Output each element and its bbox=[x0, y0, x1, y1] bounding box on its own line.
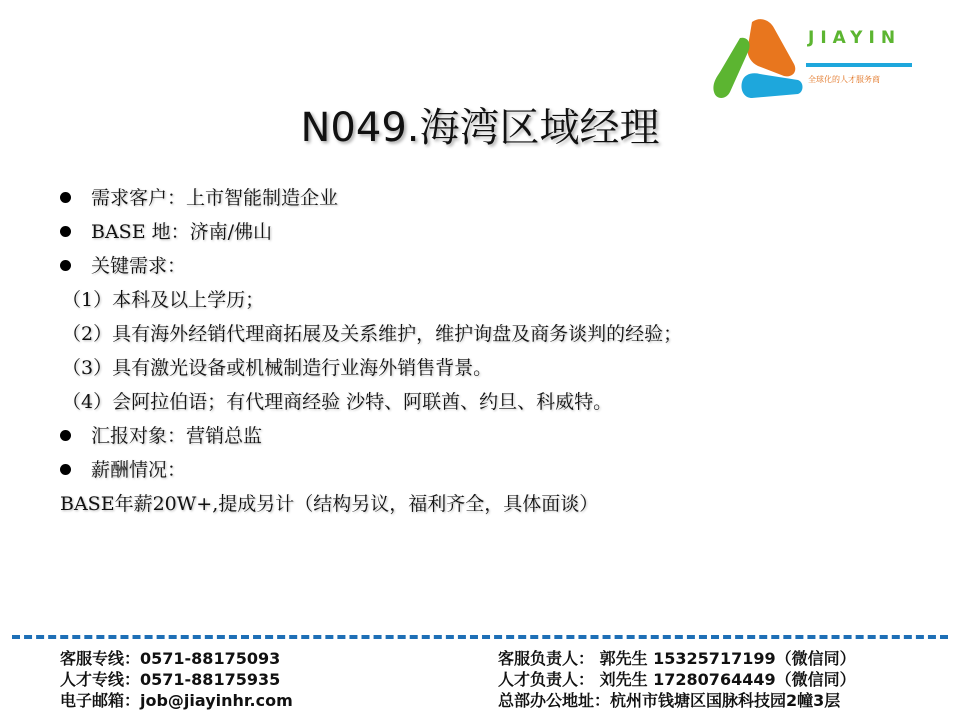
footer-contact-people bbox=[498, 648, 856, 711]
detail-base bbox=[60, 215, 940, 249]
logo-blue-shape bbox=[741, 73, 802, 98]
bullet-icon bbox=[60, 192, 71, 203]
job-details bbox=[60, 181, 940, 521]
requirements-heading: 关键需求： bbox=[91, 255, 187, 277]
logo-slogan: 全球化的人才服务商 bbox=[808, 75, 880, 84]
logo-underline bbox=[806, 63, 912, 67]
service-hotline: 客服专线：0571-88175093 bbox=[60, 649, 281, 668]
requirement-2: （2）具有海外经销代理商拓展及关系维护，维护询盘及商务谈判的经验； bbox=[62, 323, 683, 345]
footer-divider bbox=[12, 635, 948, 639]
requirement-1: （1）本科及以上学历； bbox=[62, 289, 265, 311]
base-text: BASE 地：济南/佛山 bbox=[91, 221, 273, 243]
requirement-4: （4）会阿拉伯语；有代理商经验 沙特、阿联酋、约旦、科威特。 bbox=[62, 391, 613, 413]
detail-report-to bbox=[60, 419, 940, 453]
footer-contact-lines bbox=[60, 648, 293, 711]
logo-orange-shape bbox=[747, 19, 795, 76]
detail-client bbox=[60, 181, 940, 215]
detail-salary bbox=[60, 453, 940, 487]
salary-heading: 薪酬情况： bbox=[91, 459, 187, 481]
office-address: 总部办公地址：杭州市钱塘区国脉科技园2幢3层 bbox=[498, 691, 841, 710]
bullet-icon bbox=[60, 226, 71, 237]
client-text: 需求客户：上市智能制造企业 bbox=[91, 187, 339, 209]
service-contact: 客服负责人： 郭先生 15325717199（微信同） bbox=[498, 649, 856, 668]
talent-hotline: 人才专线：0571-88175935 bbox=[60, 670, 281, 689]
salary-text: BASE年薪20W+,提成另计（结构另议，福利齐全，具体面谈） bbox=[60, 493, 599, 515]
detail-requirements bbox=[60, 249, 940, 283]
jiayin-logo-icon bbox=[712, 16, 804, 100]
report-to-text: 汇报对象：营销总监 bbox=[91, 425, 263, 447]
requirement-3: （3）具有激光设备或机械制造行业海外销售背景。 bbox=[62, 357, 493, 379]
company-logo bbox=[712, 16, 912, 100]
talent-contact: 人才负责人： 刘先生 17280764449（微信同） bbox=[498, 670, 856, 689]
logo-wordmark: JIAYIN bbox=[808, 28, 902, 48]
bullet-icon bbox=[60, 260, 71, 271]
bullet-icon bbox=[60, 464, 71, 475]
contact-email: 电子邮箱：job@jiayinhr.com bbox=[60, 691, 293, 710]
job-title: N049.海湾区域经理 bbox=[300, 105, 660, 151]
bullet-icon bbox=[60, 430, 71, 441]
